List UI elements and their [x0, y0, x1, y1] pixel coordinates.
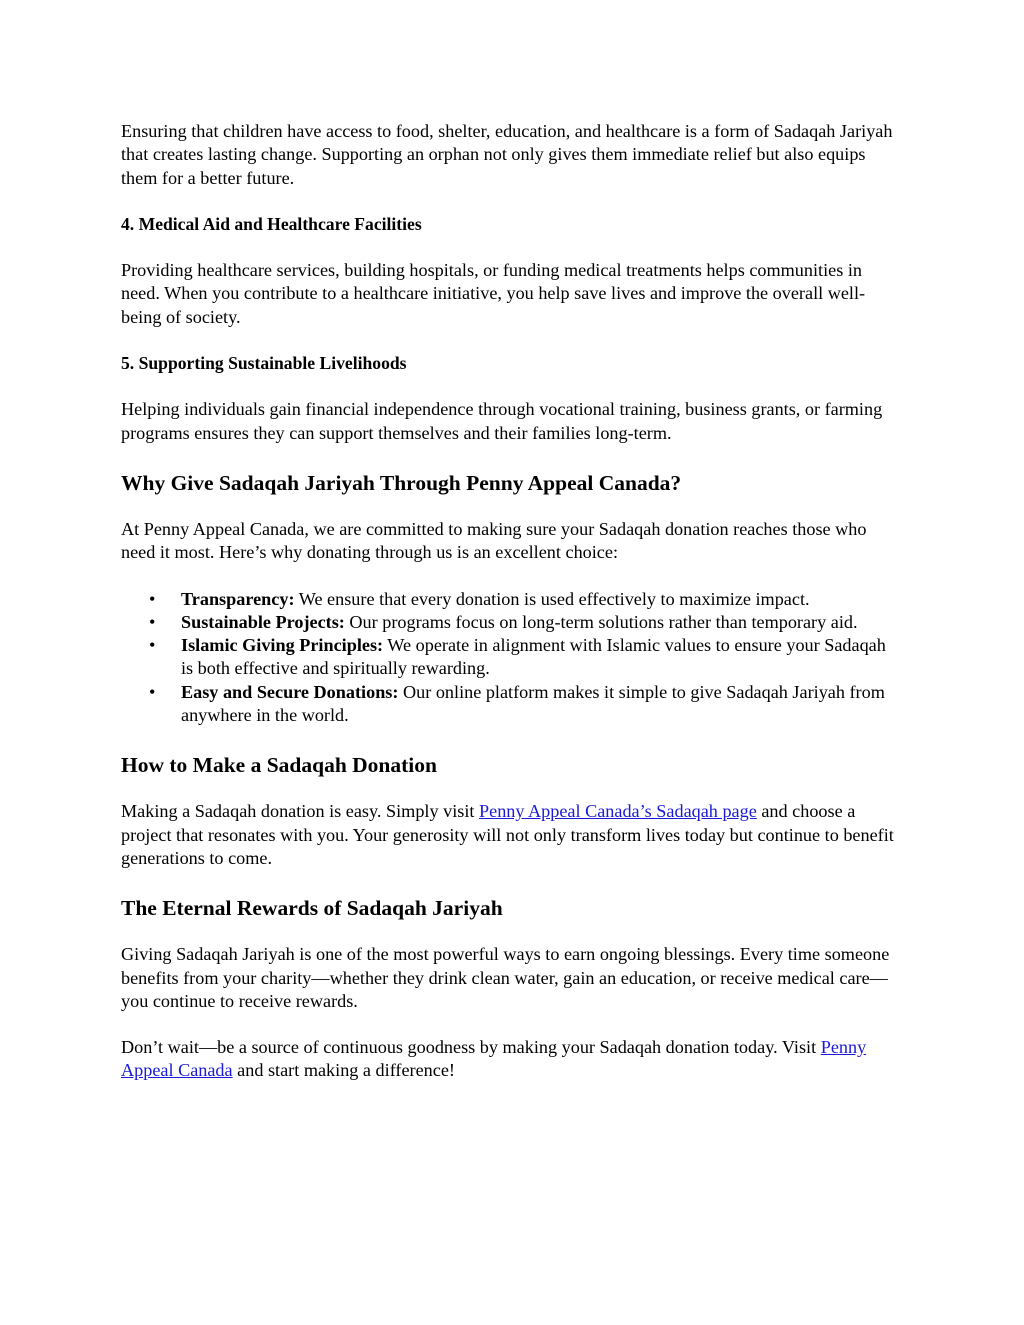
sadaqah-page-link[interactable]: Penny Appeal Canada’s Sadaqah page — [479, 801, 757, 822]
list-item-text: Our online platform makes it simple to give Sadaqah Jariyah from anywhere in the world. — [181, 681, 885, 726]
list-item-text: We ensure that every donation is used effectively to maximize impact. — [294, 588, 810, 609]
list-item-label: Islamic Giving Principles: — [181, 635, 384, 656]
penny-appeal-canada-link[interactable]: Penny Appeal Canada — [121, 1037, 867, 1081]
reasons-list — [121, 588, 901, 728]
list-item — [149, 588, 901, 611]
list-item-label: Sustainable Projects: — [181, 611, 345, 632]
section-4-body: Providing healthcare services, building hospitals, or funding medical treatments helps communities in need. When you contribute to a healthcare initiative, you help save lives and improve the overall well-being of society. — [121, 260, 866, 327]
list-item-text: We operate in alignment with Islamic values to ensure your Sadaqah is both effective and spiritually rewarding. — [181, 635, 886, 679]
bullet-icon: • — [149, 635, 156, 656]
list-item-text: Our programs focus on long-term solutions rather than temporary aid. — [344, 611, 858, 632]
how-text-after: and choose a project that resonates with you. Your generosity will not only transform lives today but continue to benefit generations to come. — [121, 801, 894, 868]
call-to-action-paragraph — [121, 1036, 901, 1083]
section-5-heading: 5. Supporting Sustainable Livelihoods — [121, 353, 407, 374]
section-4-heading: 4. Medical Aid and Healthcare Facilities — [121, 213, 422, 234]
cta-text-before: Don’t wait—be a source of continuous goodness by making your Sadaqah donation today. Visit — [121, 1037, 821, 1058]
why-give-heading: Why Give Sadaqah Jariyah Through Penny Appeal Canada? — [121, 470, 682, 495]
eternal-rewards-paragraph: Giving Sadaqah Jariyah is one of the most powerful ways to earn ongoing blessings. Every time someone benefits from your charity—whether they drink clean water, gain an education, or receive medical care—you continue to receive rewards. — [121, 944, 890, 1011]
how-text-before: Making a Sadaqah donation is easy. Simply visit — [121, 801, 479, 822]
section-5-body: Helping individuals gain financial independence through vocational training, business grants, or farming programs ensures they can support themselves and their families long-term. — [121, 399, 883, 443]
bullet-icon: • — [149, 588, 156, 609]
list-item-label: Transparency: — [181, 588, 295, 609]
document-page — [121, 118, 901, 1083]
cta-text-after: and start making a difference! — [232, 1060, 455, 1081]
orphan-support-paragraph: Ensuring that children have access to food, shelter, education, and healthcare is a form of Sadaqah Jariyah that creates lasting change. Supporting an orphan not only gives them immediate relief but also equips them for a better future. — [121, 121, 893, 188]
how-to-donate-heading: How to Make a Sadaqah Donation — [121, 753, 437, 778]
list-item — [149, 634, 901, 681]
bullet-icon: • — [149, 611, 156, 632]
bullet-icon: • — [149, 681, 156, 702]
list-item — [149, 681, 901, 728]
why-give-intro: At Penny Appeal Canada, we are committed to making sure your Sadaqah donation reaches those who need it most. Here’s why donating through us is an excellent choice: — [121, 518, 867, 563]
list-item — [149, 611, 901, 634]
eternal-rewards-heading: The Eternal Rewards of Sadaqah Jariyah — [121, 896, 503, 921]
list-item-label: Easy and Secure Donations: — [181, 681, 399, 702]
how-to-donate-paragraph — [121, 800, 901, 870]
